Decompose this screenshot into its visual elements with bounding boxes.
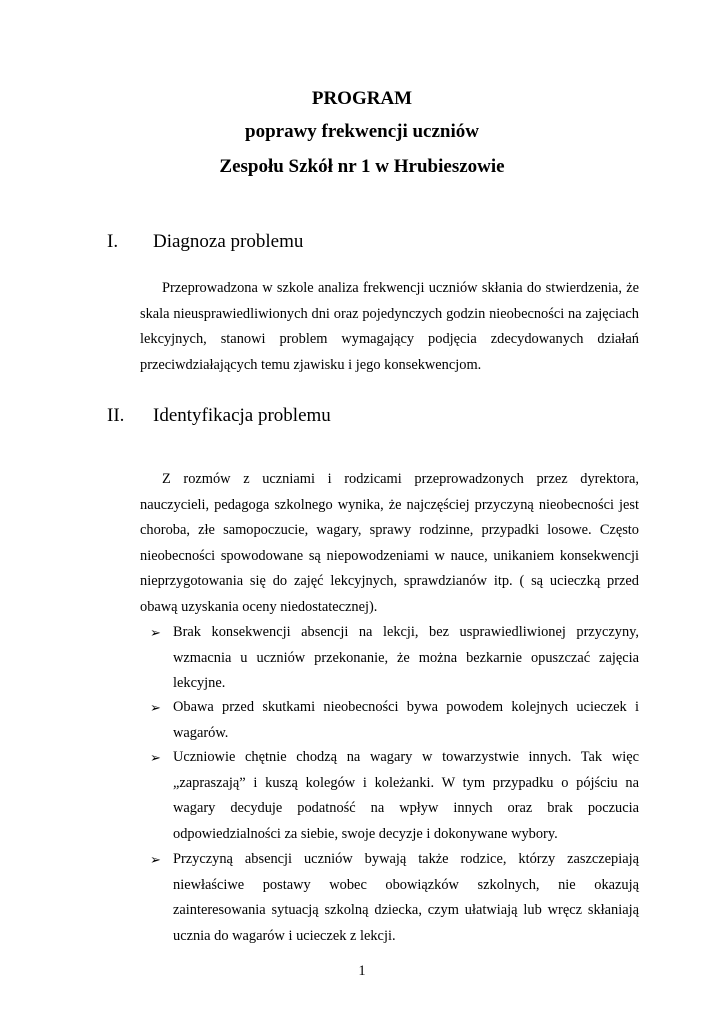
section-number: I. (107, 231, 119, 252)
section-paragraph-identyfikacja (140, 467, 639, 621)
paragraph-text: Z rozmów z uczniami i rodzicami przeprowadzonych przez dyrektora, nauczycieli, pedagoga szkolnego wynika, że najczęściej przyczyną nieobecności jest choroba, złe samopoczucie, wagary, sprawy rodzinne, przypadki losowe. Często nieobecności spowodowane są niepowodzeniami w nauce, unikaniem konsekwencji nieprzygotowania się do zajęć lekcyjnych, sprawdzianów itp. ( są ucieczką przed obawą uzyskania oceny niedostatecznej). (140, 471, 639, 615)
section-title: Identyfikacja problemu (153, 405, 331, 426)
section-paragraph-diagnoza (140, 276, 639, 378)
page-number: 1 (358, 963, 366, 979)
arrow-bullet-icon: ➢ (150, 852, 161, 867)
section-title: Diagnoza problemu (153, 231, 304, 252)
list-item (150, 620, 639, 697)
list-item-text: Uczniowie chętnie chodzą na wagary w towarzystwie innych. Tak więc „zapraszają” i kuszą kolegów i koleżanki. W tym przypadku o pójściu na wagary decyduje podatność na wpływ innych oraz brak poczucia odpowiedzialności za siebie, swoje decyzje i dokonywane wybory. (173, 749, 639, 842)
arrow-bullet-icon: ➢ (150, 700, 161, 715)
arrow-bullet-icon: ➢ (150, 625, 161, 640)
document-subtitle: poprawy frekwencji uczniów (245, 121, 479, 142)
document-title: PROGRAM (311, 88, 413, 109)
document-subtitle-school: Zespołu Szkół nr 1 w Hrubieszowie (219, 156, 505, 177)
list-item-text: Przyczyną absencji uczniów bywają także rodzice, którzy zaszczepiają niewłaściwe postawy wobec obowiązków szkolnych, nie okazują zainteresowania sytuacją szkolną dziecka, czym ułatwiają lub wręcz skłaniają ucznia do wagarów i ucieczek z lekcji. (173, 851, 639, 944)
section-heading-identyfikacja (107, 405, 331, 427)
list-item-text: Obawa przed skutkami nieobecności bywa powodem kolejnych ucieczek i wagarów. (173, 699, 639, 741)
list-item (150, 695, 639, 746)
list-item (150, 745, 639, 847)
section-number: II. (107, 405, 125, 426)
list-item-text: Brak konsekwencji absencji na lekcji, bez usprawiedliwionej przyczyny, wzmacnia u uczniów przekonanie, że można bezkarnie opuszczać zajęcia lekcyjne. (173, 624, 639, 692)
paragraph-text: Przeprowadzona w szkole analiza frekwencji uczniów skłania do stwierdzenia, że skala nieusprawiedliwionych dni oraz pojedynczych godzin nieobecności na zajęciach lekcyjnych, stanowi problem wymagający podjęcia zdecydowanych działań przeciwdziałających temu zjawisku i jego konsekwencjom. (140, 280, 639, 373)
arrow-bullet-icon: ➢ (150, 750, 161, 765)
list-item (150, 847, 639, 949)
section-heading-diagnoza (107, 231, 303, 253)
